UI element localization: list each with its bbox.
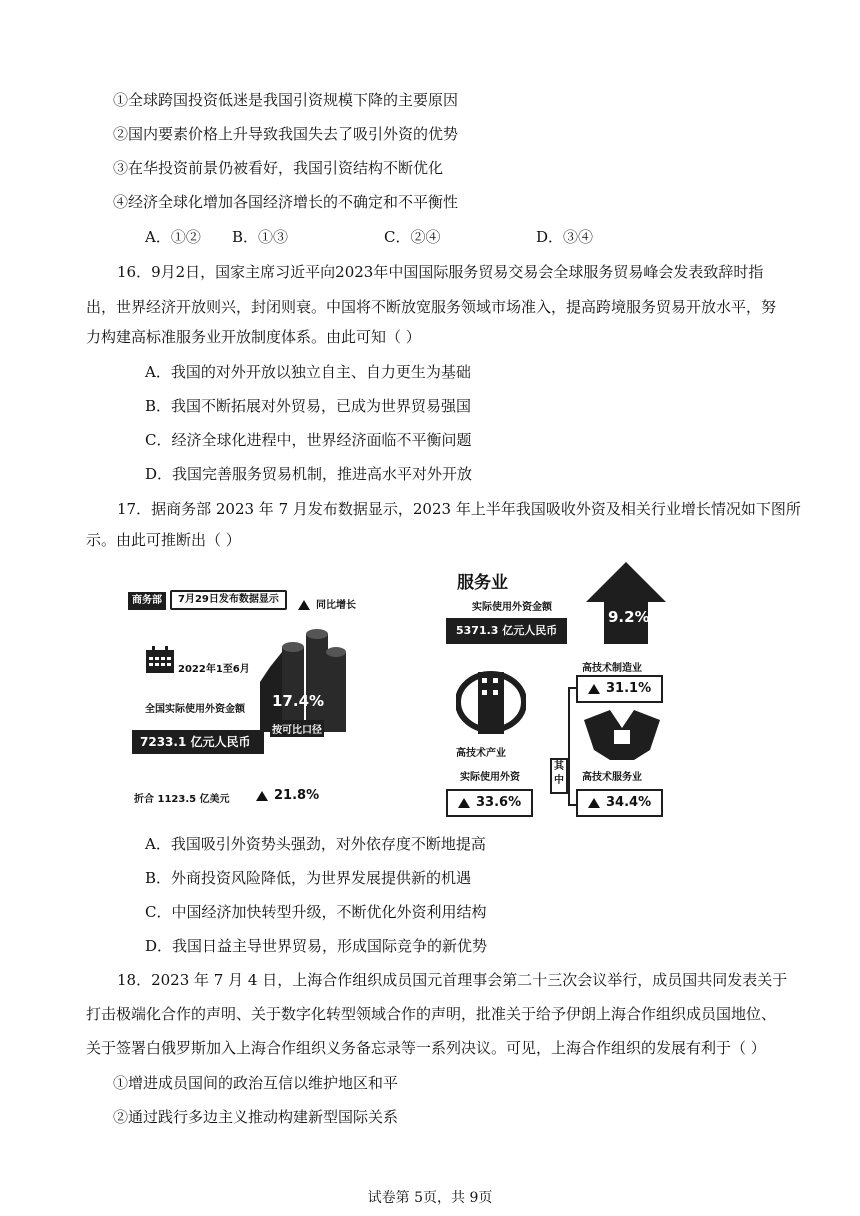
q15-statement-1: ①全球跨国投资低迷是我国引资规模下降的主要原因 — [113, 91, 459, 109]
period-label: 2022年1至6月 — [178, 664, 250, 675]
q15-statement-2: ②国内要素价格上升导致我国失去了吸引外资的优势 — [113, 125, 459, 143]
q17-option-d: D．我国日益主导世界贸易，形成国际竞争的新优势 — [145, 937, 488, 955]
q17-option-b: B．外商投资风险降低，为世界发展提供新的机遇 — [145, 869, 472, 887]
release-tag: 7月29日发布数据显示 — [170, 590, 287, 610]
of-which-label: 其中 — [554, 761, 564, 786]
hightech-building-icon — [456, 660, 526, 740]
growth-arrow-icon — [298, 600, 310, 610]
q17-stem-line-1: 17．据商务部 2023 年 7 月发布数据显示，2023 年上半年我国吸收外资及相关行业增长情况如下图所 — [117, 500, 801, 518]
actual-fdi-label: 实际使用外资 — [460, 772, 520, 783]
caliber-label: 按可比口径 — [270, 720, 324, 737]
q16-stem-line-1: 16．9月2日，国家主席习近平向2023年中国国际服务贸易交易会全球服务贸易峰会发表致辞时指 — [117, 263, 764, 281]
manufacturing-label: 高技术制造业 — [582, 663, 642, 674]
infographic — [120, 560, 680, 825]
usd-value: 折合 1123.5 亿美元 — [134, 794, 230, 805]
coins-stack-icon — [260, 622, 350, 732]
growth-arrow-icon — [588, 798, 600, 808]
q18-statement-1: ①增进成员国间的政治互信以维护地区和平 — [113, 1074, 399, 1092]
hightech-growth-value: 33.6% — [476, 795, 522, 810]
services-subtitle: 实际使用外资金额 — [472, 602, 552, 613]
q18-statement-2: ②通过践行多边主义推动构建新型国际关系 — [113, 1108, 399, 1126]
page-footer: 试卷第 5页，共 9页 — [367, 1190, 493, 1206]
manufacturing-growth-box — [576, 675, 663, 703]
q17-option-c: C．中国经济加快转型升级，不断优化外资利用结构 — [145, 903, 487, 921]
q16-option-b: B．我国不断拓展对外贸易，已成为世界贸易强国 — [145, 397, 472, 415]
growth-arrow-icon — [588, 684, 600, 694]
q15-statement-3: ③在华投资前景仍被看好，我国引资结构不断优化 — [113, 159, 444, 177]
q15-statement-4: ④经济全球化增加各国经济增长的不确定和不平衡性 — [113, 193, 459, 211]
q15-option-a: A．①② — [145, 228, 201, 246]
calendar-icon — [145, 646, 175, 674]
q16-stem-line-3: 力构建高标准服务业开放制度体系。由此可知（ ） — [86, 328, 421, 346]
growth-arrow-icon — [256, 791, 268, 801]
legend — [298, 596, 356, 611]
usd-growth-value: 21.8% — [274, 788, 320, 803]
q16-option-d: D．我国完善服务贸易机制，推进高水平对外开放 — [145, 465, 473, 483]
source-tag: 商务部 — [128, 592, 166, 610]
q16-option-a: A．我国的对外开放以独立自主、自力更生为基础 — [145, 363, 471, 381]
total-fdi-value: 7233.1 亿元人民币 — [132, 730, 264, 754]
services-growth: 9.2% — [608, 608, 650, 626]
q17-stem-line-2: 示。由此可推断出（ ） — [86, 531, 241, 549]
services-value: 5371.3 亿元人民币 — [446, 618, 567, 644]
services-label: 高技术服务业 — [582, 772, 642, 783]
manufacturing-growth-value: 31.1% — [606, 681, 652, 696]
big-up-arrow-icon — [586, 562, 666, 644]
growth-value: 17.4% — [272, 692, 325, 710]
q18-stem-line-3: 关于签署白俄罗斯加入上海合作组织义务备忘录等一系列决议。可见，上海合作组织的发展有利于（ ） — [86, 1039, 766, 1057]
hightech-growth-box — [446, 789, 533, 817]
services-handshake-icon — [584, 710, 660, 760]
q15-option-c: C．②④ — [384, 228, 441, 246]
q17-option-a: A．我国吸引外资势头强劲，对外依存度不断地提高 — [145, 835, 486, 853]
q16-option-c: C．经济全球化进程中，世界经济面临不平衡问题 — [145, 431, 472, 449]
q16-stem-line-2: 出，世界经济开放则兴，封闭则衰。中国将不断放宽服务领域市场准入，提高跨境服务贸易开放水平，努 — [86, 298, 777, 316]
q18-stem-line-1: 18．2023 年 7 月 4 日，上海合作组织成员国元首理事会第二十三次会议举行，成员国共同发表关于 — [117, 971, 788, 989]
growth-arrow-icon — [458, 798, 470, 808]
total-fdi-label: 全国实际使用外资金额 — [145, 704, 245, 715]
of-which-box — [550, 758, 568, 794]
services-growth-value: 34.4% — [606, 795, 652, 810]
services-title: 服务业 — [457, 573, 508, 593]
services-growth-box — [576, 789, 663, 817]
legend-label: 同比增长 — [316, 600, 356, 611]
q15-option-b: B．①③ — [232, 228, 289, 246]
q18-stem-line-2: 打击极端化合作的声明、关于数字化转型领域合作的声明，批准关于给予伊朗上海合作组织成员国地位、 — [86, 1005, 777, 1023]
q15-option-d: D．③④ — [536, 228, 594, 246]
hightech-industry-label: 高技术产业 — [456, 748, 506, 759]
usd-growth — [256, 788, 319, 803]
